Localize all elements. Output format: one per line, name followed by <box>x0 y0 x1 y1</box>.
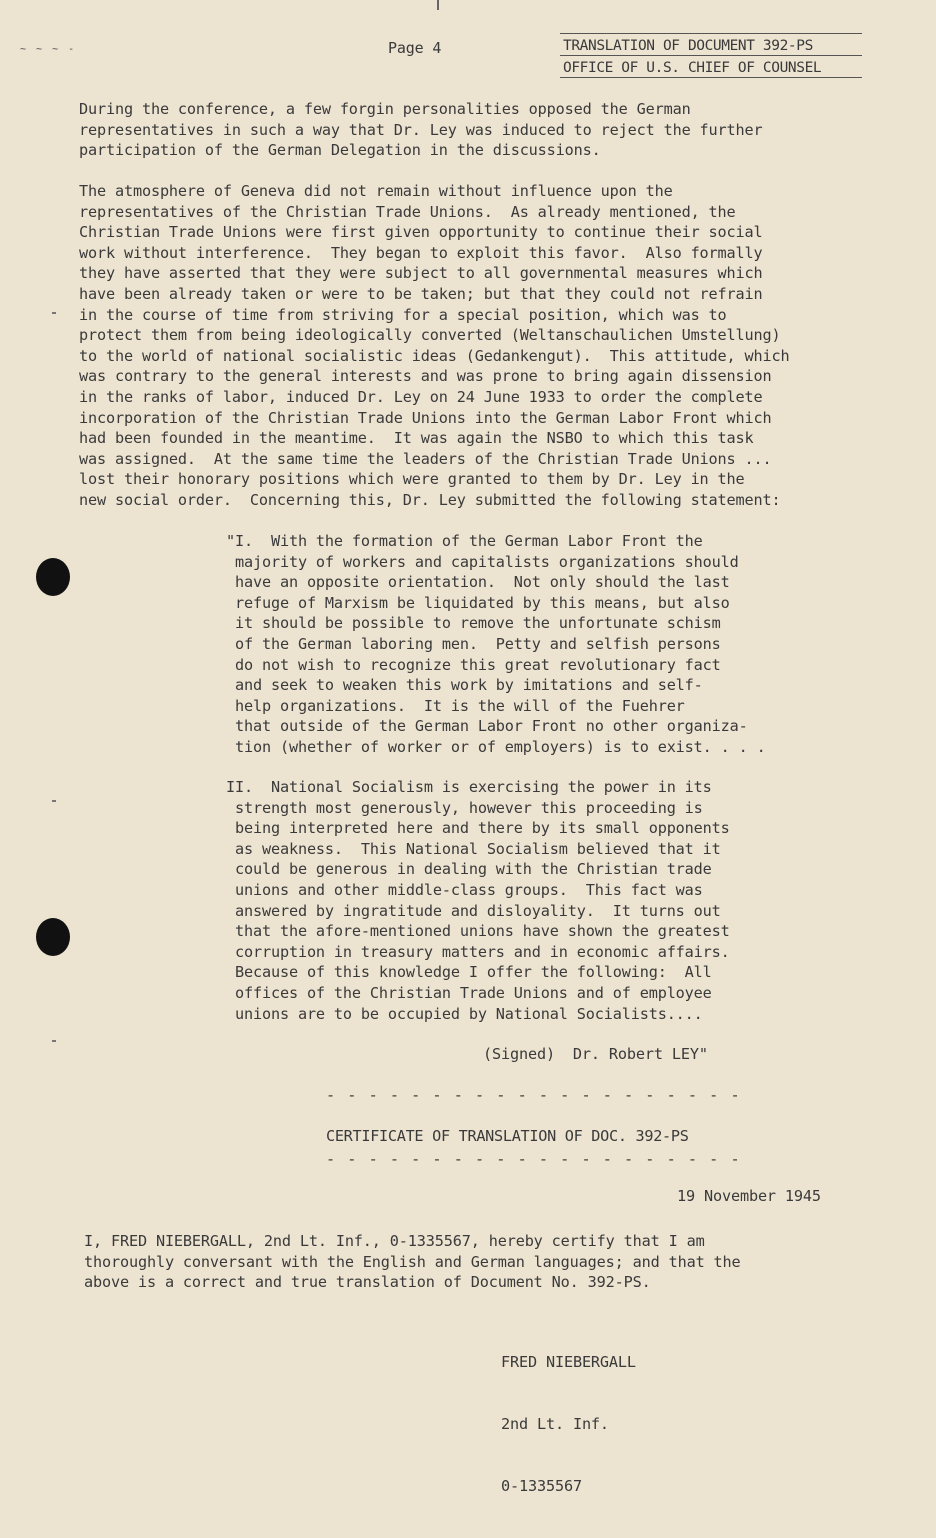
header-rule-top <box>560 33 862 34</box>
signer-serial: 0-1335567 <box>501 1476 582 1495</box>
header-rule-bottom <box>560 77 862 78</box>
margin-tick <box>52 800 56 802</box>
signature-block <box>501 1311 636 1538</box>
quote-part-two: II. National Socialism is exercising the power in its strength most generously, however this proceeding is being interpreted here and there by its small opponents as weakness. This National Socialism believed that it could be generous in dealing with the Christian trade unions and other middle-class groups. This fact was answered by ingratitude and disloyality. It turns out that the afore-mentioned unions have shown the greatest corruption in treasury matters and in economic affairs. Because of this knowledge I offer the following: All offices of the Christian Trade Unions and of employee unions are to be occupied by National Socialists.... <box>226 778 730 1023</box>
quote-part-one: "I. With the formation of the German Labor Front the majority of workers and capitalists organizations should have an opposite orientation. Not only should the last refuge of Marxism be liquidated by this means, but also it should be possible to remove the unfortunate schism of the German laboring men. Petty and selfish persons do not wish to recognize this great revolutionary fact and seek to weaken this work by imitations and self- help organizations. It is the will of the Fuehrer that outside of the German Labor Front no other organiza- tion (whether of worker or of employers) is to exist. . . . <box>226 532 766 756</box>
margin-tick <box>52 312 56 314</box>
margin-scribble: ~ ~ ~ - <box>20 44 77 55</box>
signer-name: FRED NIEBERGALL <box>501 1353 636 1372</box>
signer-rank: 2nd Lt. Inf. <box>501 1414 609 1433</box>
binding-mark <box>437 0 439 10</box>
header-rule-middle <box>560 55 862 56</box>
page-number: Page 4 <box>388 39 442 57</box>
certificate-date: 19 November 1945 <box>677 1187 821 1205</box>
header-office-line: OFFICE OF U.S. CHIEF OF COUNSEL <box>563 60 822 76</box>
punch-hole-upper <box>36 558 70 596</box>
paragraph-geneva: The atmosphere of Geneva did not remain without influence upon the representatives of the Christian Trade Unions. As already mentioned, the Christian Trade Unions were first given opportunity to continue their social work without interference. They began to exploit this favor. Also formally they have asserted that they were subject to all governmental measures which have been already taken or were to be taken; but that they could not refrain in the course of time from striving for a special position, which was to protect them from being ideologically converted (Weltanschaulichen Umstellung) to the world of national socialistic ideas (Gedankengut). This attitude, which was contrary to the general interests and was prone to bring again dissension in the ranks of labor, induced Dr. Ley on 24 June 1933 to order the complete incorporation of the Christian Trade Unions into the German Labor Front which had been founded in the meantime. It was again the NSBO to which this task was assigned. At the same time the leaders of the Christian Trade Unions ... lost their honorary positions which were granted to them by Dr. Ley in the new social order. Concerning this, Dr. Ley submitted the following statement: <box>79 182 790 509</box>
header-translation-line: TRANSLATION OF DOCUMENT 392-PS <box>563 38 813 54</box>
paragraph-conference: During the conference, a few forgin personalities opposed the German representatives in such a way that Dr. Ley was induced to reject the further participation of the German Delegation in the discussions. <box>79 100 763 160</box>
quote-signature: (Signed) Dr. Robert LEY" <box>483 1045 708 1063</box>
punch-hole-lower <box>36 918 70 956</box>
divider-top: - - - - - - - - - - - - - - - - - - - - <box>326 1086 742 1104</box>
divider-bottom: - - - - - - - - - - - - - - - - - - - - <box>326 1150 742 1168</box>
certificate-title: CERTIFICATE OF TRANSLATION OF DOC. 392-PS <box>326 1127 689 1145</box>
margin-tick <box>52 1040 56 1042</box>
certificate-statement: I, FRED NIEBERGALL, 2nd Lt. Inf., 0-1335567, hereby certify that I am thoroughly conversant with the English and German languages; and that the above is a correct and true translation of Document No. 392-PS. <box>84 1232 741 1292</box>
